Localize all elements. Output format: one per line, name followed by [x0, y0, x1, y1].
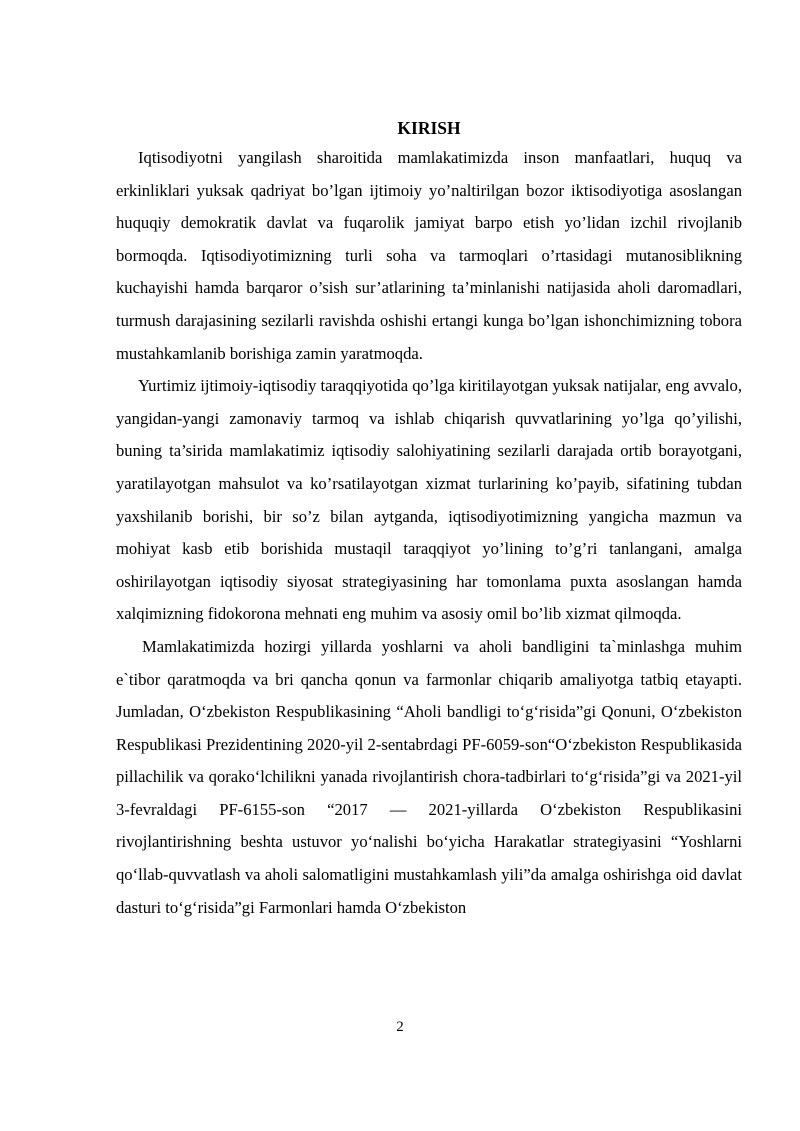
paragraph-1: Iqtisodiyotni yangilash sharoitida mamlakatimizda inson manfaatlari, huquq va erkinliklari yuksak qadriyat bo’lgan ijtimoiy yo’naltirilgan bozor iktisodiyotiga asoslangan huquqiy demokratik davlat va fuqarolik jamiyat barpo etish yo’lidan izchil rivojlanib bormoqda. Iqtisodiyotimizning turli soha va tarmoqlari o’rtasidagi mutanosiblikning kuchayishi hamda barqaror o’sish sur’atlarining ta’minlanishi natijasida aholi daromadlari, turmush darajasining sezilarli ravishda oshishi ertangi kunga bo’lgan ishonchimizning tobora mustahkamlanib borishiga zamin yaratmoqda.: [116, 148, 742, 363]
page-title: KIRISH: [397, 118, 461, 138]
paragraph-2: Yurtimiz ijtimoiy-iqtisodiy taraqqiyotida qo’lga kiritilayotgan yuksak natijalar, eng avvalo, yangidan-yangi zamonaviy tarmoq va ishlab chiqarish quvvatlarining yo’lga qo’yilishi, buning ta’sirida mamlakatimiz iqtisodiy salohiyatining sezilarli darajada ortib borayotgani, yaratilayotgan mahsulot va ko’rsatilayotgan xizmat turlarining ko’payib, sifatining tubdan yaxshilanib borishi, bir so’z bilan aytganda, iqtisodiyotimizning yangicha mazmun va mohiyat kasb etib borishida mustaqil taraqqiyot yo’lining to’g’ri tanlangani, amalga oshirilayotgan iqtisodiy siyosat strategiyasining har tomonlama puxta asoslangan hamda xalqimizning fidokorona mehnati eng muhim va asosiy omil bo’lib xizmat qilmoqda.: [116, 376, 742, 624]
page-number: 2: [396, 1019, 404, 1035]
document-body: [116, 114, 742, 924]
paragraph-3: Mamlakatimizda hozirgi yillarda yoshlarni va aholi bandligini ta`minlashga muhim e`tibor qaratmoqda va bri qancha qonun va farmonlar chiqarib amaliyotga tatbiq etayapti. Jumladan, O‘zbekiston Respublikasining “Aholi bandligi to‘g‘risida”gi Qonuni, O‘zbekiston Respublikasi Prezidentining 2020-yil 2-sentabrdagi PF-6059-son“O‘zbekiston Respublikasida pillachilik va qorako‘lchilikni yanada rivojlantirish chora-tadbirlari to‘g‘risida”gi va 2021-yil 3-fevraldagi PF-6155-son “2017 — 2021-yillarda O‘zbekiston Respublikasini rivojlantirishning beshta ustuvor yo‘nalishi bo‘yicha Harakatlar strategiyasini “Yoshlarni qo‘llab-quvvatlash va aholi salomatligini mustahkamlash yili”da amalga oshirishga oid davlat dasturi to‘g‘risida”gi Farmonlari hamda O‘zbekiston: [116, 636, 742, 917]
